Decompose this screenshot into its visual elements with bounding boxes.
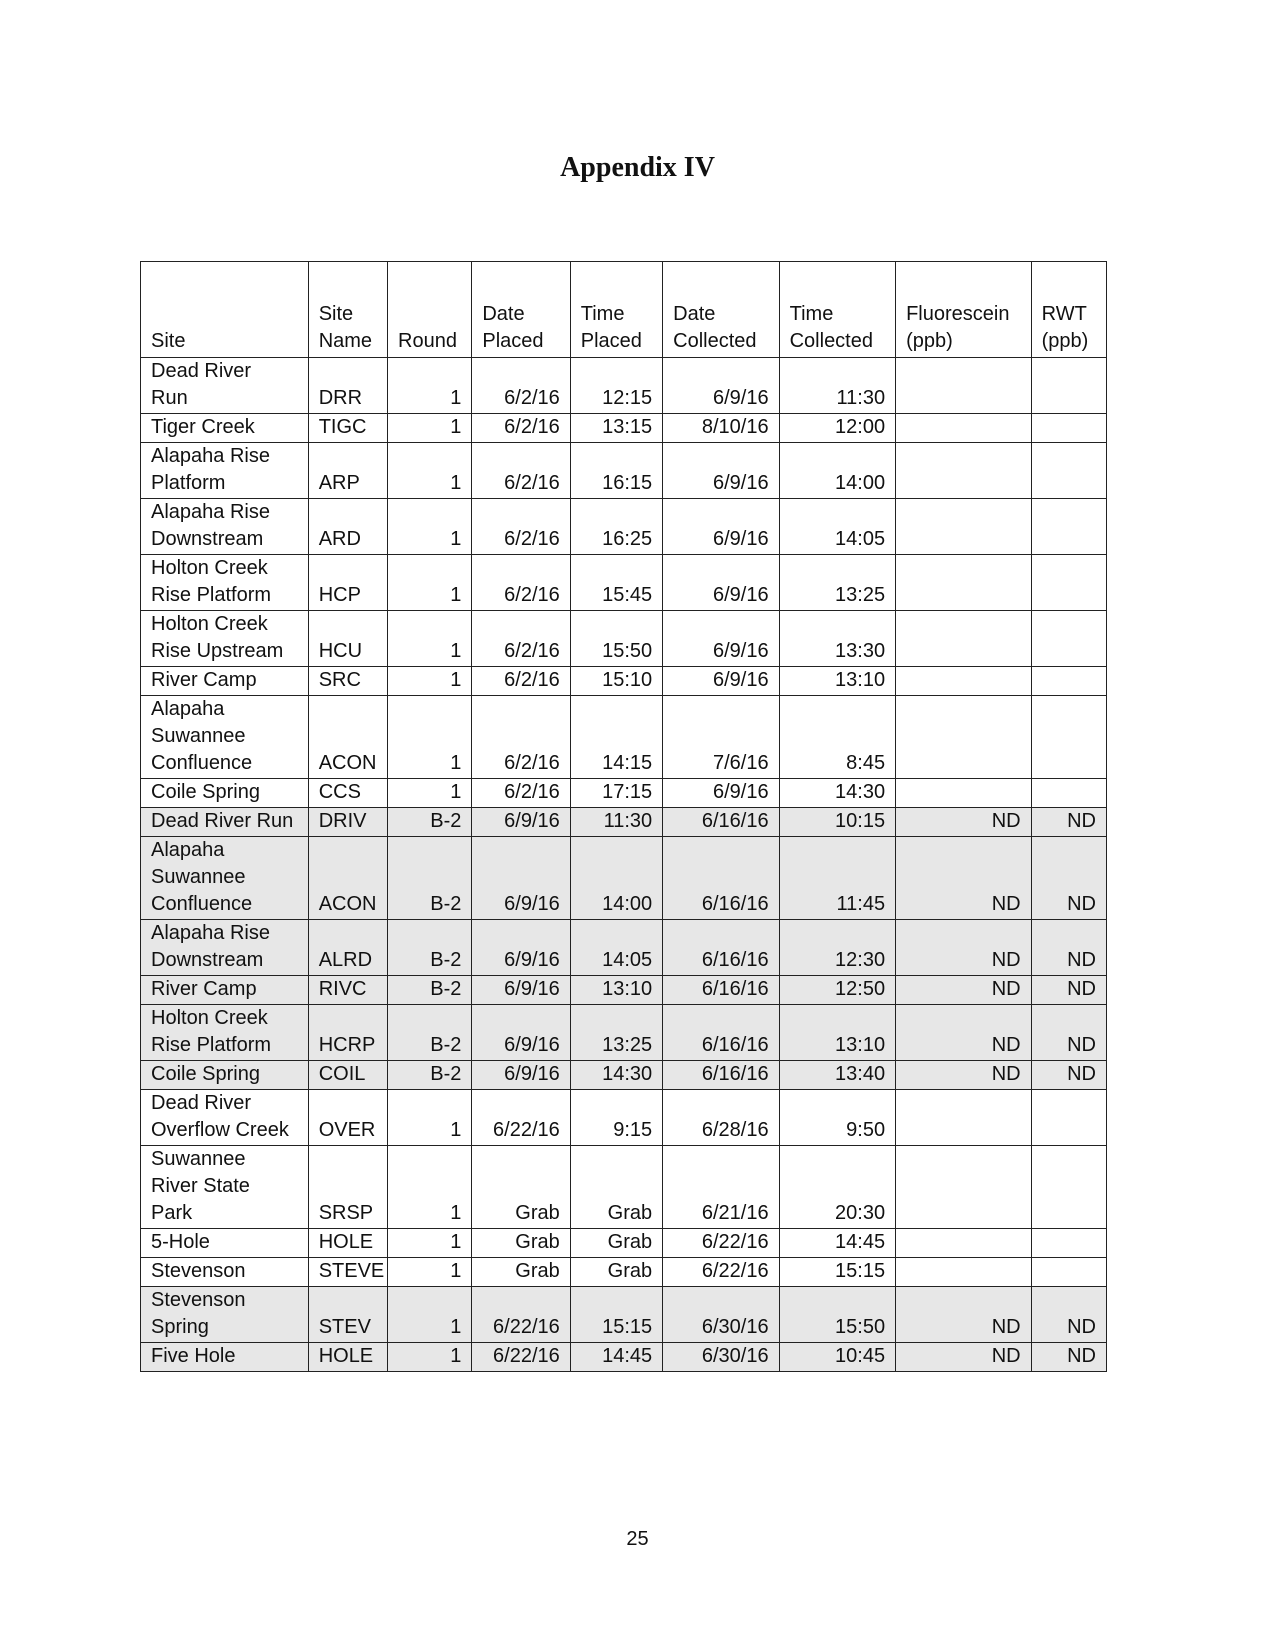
table-row xyxy=(141,1287,1107,1343)
cell-site: Coile Spring xyxy=(141,779,309,808)
cell-round: 1 xyxy=(388,667,472,696)
cell-time-collected: 10:15 xyxy=(779,808,895,837)
cell-fluorescein: ND xyxy=(896,1343,1032,1372)
cell-time-collected: 15:15 xyxy=(779,1258,895,1287)
cell-rwt xyxy=(1031,555,1106,611)
cell-date-collected: 6/9/16 xyxy=(663,611,779,667)
cell-round: B-2 xyxy=(388,920,472,976)
cell-time-placed: Grab xyxy=(570,1258,662,1287)
cell-fluorescein: ND xyxy=(896,920,1032,976)
cell-site-name: ALRD xyxy=(308,920,387,976)
cell-date-placed: 6/9/16 xyxy=(472,1061,570,1090)
cell-time-placed: 11:30 xyxy=(570,808,662,837)
header-site-name: Site Name xyxy=(308,262,387,358)
cell-round: B-2 xyxy=(388,837,472,920)
cell-time-placed: Grab xyxy=(570,1229,662,1258)
cell-round: 1 xyxy=(388,414,472,443)
cell-round: 1 xyxy=(388,1090,472,1146)
cell-site-name: ARP xyxy=(308,443,387,499)
cell-time-collected: 9:50 xyxy=(779,1090,895,1146)
table-row xyxy=(141,808,1107,837)
cell-round: B-2 xyxy=(388,1005,472,1061)
cell-site-name: COIL xyxy=(308,1061,387,1090)
table-row xyxy=(141,1005,1107,1061)
cell-site: River Camp xyxy=(141,667,309,696)
cell-round: 1 xyxy=(388,1229,472,1258)
table-header-row xyxy=(141,262,1107,358)
cell-site-name: OVER xyxy=(308,1090,387,1146)
cell-rwt xyxy=(1031,443,1106,499)
cell-time-collected: 13:10 xyxy=(779,667,895,696)
cell-rwt xyxy=(1031,779,1106,808)
cell-time-collected: 12:30 xyxy=(779,920,895,976)
cell-date-collected: 6/9/16 xyxy=(663,443,779,499)
table-row xyxy=(141,1343,1107,1372)
cell-round: 1 xyxy=(388,1258,472,1287)
cell-rwt xyxy=(1031,1258,1106,1287)
cell-site-name: SRSP xyxy=(308,1146,387,1229)
cell-site: Coile Spring xyxy=(141,1061,309,1090)
cell-time-placed: 13:10 xyxy=(570,976,662,1005)
cell-site: Suwannee River State Park xyxy=(141,1146,309,1229)
cell-rwt: ND xyxy=(1031,837,1106,920)
cell-rwt xyxy=(1031,414,1106,443)
cell-date-placed: 6/2/16 xyxy=(472,358,570,414)
cell-time-placed: 13:25 xyxy=(570,1005,662,1061)
cell-date-placed: Grab xyxy=(472,1146,570,1229)
table-row xyxy=(141,1061,1107,1090)
cell-rwt xyxy=(1031,696,1106,779)
table-row xyxy=(141,499,1107,555)
cell-date-collected: 6/22/16 xyxy=(663,1258,779,1287)
cell-site-name: CCS xyxy=(308,779,387,808)
cell-date-placed: 6/22/16 xyxy=(472,1287,570,1343)
cell-time-placed: 15:45 xyxy=(570,555,662,611)
cell-date-placed: 6/9/16 xyxy=(472,808,570,837)
page-number: 25 xyxy=(626,1528,649,1550)
cell-site: Stevenson Spring xyxy=(141,1287,309,1343)
cell-time-collected: 13:40 xyxy=(779,1061,895,1090)
cell-site-name: STEVE xyxy=(308,1258,387,1287)
header-time-collected: Time Collected xyxy=(779,262,895,358)
cell-time-collected: 12:50 xyxy=(779,976,895,1005)
cell-round: 1 xyxy=(388,499,472,555)
cell-site-name: STEV xyxy=(308,1287,387,1343)
cell-date-placed: 6/2/16 xyxy=(472,414,570,443)
cell-site: Holton Creek Rise Platform xyxy=(141,1005,309,1061)
cell-site-name: DRIV xyxy=(308,808,387,837)
cell-site: Dead River Run xyxy=(141,808,309,837)
table-row xyxy=(141,696,1107,779)
cell-time-placed: 13:15 xyxy=(570,414,662,443)
cell-fluorescein: ND xyxy=(896,808,1032,837)
cell-rwt xyxy=(1031,667,1106,696)
cell-date-placed: 6/2/16 xyxy=(472,555,570,611)
cell-rwt: ND xyxy=(1031,1005,1106,1061)
cell-time-placed: 16:25 xyxy=(570,499,662,555)
table-row xyxy=(141,1090,1107,1146)
cell-time-placed: 14:00 xyxy=(570,837,662,920)
cell-time-placed: 14:05 xyxy=(570,920,662,976)
cell-date-collected: 6/30/16 xyxy=(663,1343,779,1372)
cell-site-name: HOLE xyxy=(308,1229,387,1258)
cell-site-name: RIVC xyxy=(308,976,387,1005)
cell-time-collected: 10:45 xyxy=(779,1343,895,1372)
header-site: Site xyxy=(141,262,309,358)
header-time-placed: Time Placed xyxy=(570,262,662,358)
cell-date-placed: 6/9/16 xyxy=(472,1005,570,1061)
cell-date-placed: 6/9/16 xyxy=(472,976,570,1005)
cell-rwt: ND xyxy=(1031,920,1106,976)
page-title: Appendix IV xyxy=(560,152,715,183)
cell-site: Stevenson xyxy=(141,1258,309,1287)
table-body xyxy=(141,358,1107,1372)
cell-round: 1 xyxy=(388,779,472,808)
cell-date-collected: 6/21/16 xyxy=(663,1146,779,1229)
header-rwt: RWT (ppb) xyxy=(1031,262,1106,358)
cell-time-placed: 14:15 xyxy=(570,696,662,779)
cell-time-collected: 15:50 xyxy=(779,1287,895,1343)
cell-rwt: ND xyxy=(1031,808,1106,837)
cell-date-placed: 6/22/16 xyxy=(472,1090,570,1146)
cell-fluorescein xyxy=(896,1090,1032,1146)
cell-round: 1 xyxy=(388,1287,472,1343)
table-row xyxy=(141,1229,1107,1258)
cell-fluorescein xyxy=(896,611,1032,667)
cell-fluorescein xyxy=(896,1258,1032,1287)
table-row xyxy=(141,667,1107,696)
table-row xyxy=(141,555,1107,611)
cell-time-collected: 14:30 xyxy=(779,779,895,808)
header-round: Round xyxy=(388,262,472,358)
cell-site: Holton Creek Rise Upstream xyxy=(141,611,309,667)
cell-time-collected: 13:25 xyxy=(779,555,895,611)
cell-fluorescein: ND xyxy=(896,976,1032,1005)
cell-site: Dead River Overflow Creek xyxy=(141,1090,309,1146)
cell-rwt xyxy=(1031,1146,1106,1229)
cell-round: B-2 xyxy=(388,808,472,837)
cell-rwt xyxy=(1031,358,1106,414)
cell-date-collected: 6/30/16 xyxy=(663,1287,779,1343)
cell-date-collected: 8/10/16 xyxy=(663,414,779,443)
cell-rwt xyxy=(1031,1229,1106,1258)
cell-fluorescein: ND xyxy=(896,1061,1032,1090)
cell-site: Alapaha Rise Platform xyxy=(141,443,309,499)
cell-site: River Camp xyxy=(141,976,309,1005)
cell-round: 1 xyxy=(388,443,472,499)
cell-site-name: HCRP xyxy=(308,1005,387,1061)
table-row xyxy=(141,976,1107,1005)
cell-site: Dead River Run xyxy=(141,358,309,414)
cell-date-collected: 6/9/16 xyxy=(663,667,779,696)
cell-fluorescein xyxy=(896,358,1032,414)
cell-date-collected: 6/9/16 xyxy=(663,779,779,808)
cell-site: Five Hole xyxy=(141,1343,309,1372)
cell-date-placed: 6/2/16 xyxy=(472,611,570,667)
cell-time-collected: 11:30 xyxy=(779,358,895,414)
table-row xyxy=(141,1258,1107,1287)
cell-date-placed: 6/2/16 xyxy=(472,499,570,555)
cell-time-placed: 17:15 xyxy=(570,779,662,808)
cell-round: B-2 xyxy=(388,1061,472,1090)
cell-date-collected: 6/9/16 xyxy=(663,555,779,611)
cell-fluorescein xyxy=(896,1146,1032,1229)
cell-site-name: ACON xyxy=(308,837,387,920)
cell-fluorescein: ND xyxy=(896,1005,1032,1061)
cell-date-placed: 6/2/16 xyxy=(472,443,570,499)
cell-date-collected: 6/16/16 xyxy=(663,837,779,920)
cell-site-name: SRC xyxy=(308,667,387,696)
cell-time-collected: 20:30 xyxy=(779,1146,895,1229)
cell-fluorescein xyxy=(896,555,1032,611)
cell-time-placed: 15:10 xyxy=(570,667,662,696)
cell-site: Alapaha Rise Downstream xyxy=(141,499,309,555)
cell-round: 1 xyxy=(388,611,472,667)
cell-rwt xyxy=(1031,499,1106,555)
cell-date-placed: 6/9/16 xyxy=(472,837,570,920)
cell-site-name: DRR xyxy=(308,358,387,414)
cell-site-name: HCP xyxy=(308,555,387,611)
cell-round: 1 xyxy=(388,1146,472,1229)
cell-date-collected: 6/16/16 xyxy=(663,976,779,1005)
cell-date-collected: 6/16/16 xyxy=(663,1005,779,1061)
cell-round: 1 xyxy=(388,696,472,779)
cell-time-placed: 9:15 xyxy=(570,1090,662,1146)
table-row xyxy=(141,837,1107,920)
cell-time-placed: 14:30 xyxy=(570,1061,662,1090)
cell-time-collected: 13:30 xyxy=(779,611,895,667)
cell-time-collected: 14:45 xyxy=(779,1229,895,1258)
header-date-placed: Date Placed xyxy=(472,262,570,358)
cell-date-collected: 6/9/16 xyxy=(663,499,779,555)
cell-date-collected: 6/28/16 xyxy=(663,1090,779,1146)
cell-date-collected: 6/16/16 xyxy=(663,808,779,837)
cell-site-name: ACON xyxy=(308,696,387,779)
table-row xyxy=(141,779,1107,808)
cell-round: 1 xyxy=(388,1343,472,1372)
cell-fluorescein xyxy=(896,667,1032,696)
cell-rwt: ND xyxy=(1031,976,1106,1005)
cell-rwt xyxy=(1031,611,1106,667)
cell-time-placed: 15:15 xyxy=(570,1287,662,1343)
cell-fluorescein xyxy=(896,779,1032,808)
cell-rwt: ND xyxy=(1031,1061,1106,1090)
cell-date-collected: 7/6/16 xyxy=(663,696,779,779)
cell-date-collected: 6/16/16 xyxy=(663,920,779,976)
appendix-table xyxy=(140,261,1107,1372)
table-row xyxy=(141,611,1107,667)
cell-site-name: HOLE xyxy=(308,1343,387,1372)
cell-date-collected: 6/9/16 xyxy=(663,358,779,414)
cell-time-collected: 11:45 xyxy=(779,837,895,920)
cell-time-collected: 14:05 xyxy=(779,499,895,555)
cell-time-placed: 14:45 xyxy=(570,1343,662,1372)
cell-site: 5-Hole xyxy=(141,1229,309,1258)
cell-date-placed: 6/2/16 xyxy=(472,779,570,808)
cell-fluorescein xyxy=(896,443,1032,499)
header-date-collected: Date Collected xyxy=(663,262,779,358)
table-row xyxy=(141,1146,1107,1229)
cell-rwt: ND xyxy=(1031,1287,1106,1343)
cell-time-collected: 8:45 xyxy=(779,696,895,779)
cell-date-placed: 6/2/16 xyxy=(472,667,570,696)
cell-rwt: ND xyxy=(1031,1343,1106,1372)
cell-fluorescein xyxy=(896,414,1032,443)
cell-site-name: HCU xyxy=(308,611,387,667)
cell-date-collected: 6/16/16 xyxy=(663,1061,779,1090)
cell-date-collected: 6/22/16 xyxy=(663,1229,779,1258)
cell-date-placed: 6/22/16 xyxy=(472,1343,570,1372)
cell-round: B-2 xyxy=(388,976,472,1005)
cell-date-placed: Grab xyxy=(472,1258,570,1287)
table-row xyxy=(141,414,1107,443)
cell-round: 1 xyxy=(388,358,472,414)
table-row xyxy=(141,443,1107,499)
cell-fluorescein xyxy=(896,1229,1032,1258)
cell-time-placed: 12:15 xyxy=(570,358,662,414)
cell-time-collected: 13:10 xyxy=(779,1005,895,1061)
cell-date-placed: 6/9/16 xyxy=(472,920,570,976)
table-row xyxy=(141,358,1107,414)
cell-site: Alapaha Rise Downstream xyxy=(141,920,309,976)
cell-fluorescein: ND xyxy=(896,1287,1032,1343)
cell-date-placed: Grab xyxy=(472,1229,570,1258)
cell-fluorescein xyxy=(896,696,1032,779)
cell-site-name: ARD xyxy=(308,499,387,555)
cell-time-collected: 14:00 xyxy=(779,443,895,499)
header-fluorescein: Fluorescein (ppb) xyxy=(896,262,1032,358)
table-row xyxy=(141,920,1107,976)
cell-fluorescein xyxy=(896,499,1032,555)
cell-time-placed: Grab xyxy=(570,1146,662,1229)
cell-fluorescein: ND xyxy=(896,837,1032,920)
cell-site: Alapaha Suwannee Confluence xyxy=(141,696,309,779)
cell-site: Alapaha Suwannee Confluence xyxy=(141,837,309,920)
cell-site-name: TIGC xyxy=(308,414,387,443)
cell-time-placed: 16:15 xyxy=(570,443,662,499)
cell-site: Holton Creek Rise Platform xyxy=(141,555,309,611)
cell-site: Tiger Creek xyxy=(141,414,309,443)
cell-date-placed: 6/2/16 xyxy=(472,696,570,779)
cell-time-placed: 15:50 xyxy=(570,611,662,667)
cell-round: 1 xyxy=(388,555,472,611)
cell-time-collected: 12:00 xyxy=(779,414,895,443)
cell-rwt xyxy=(1031,1090,1106,1146)
